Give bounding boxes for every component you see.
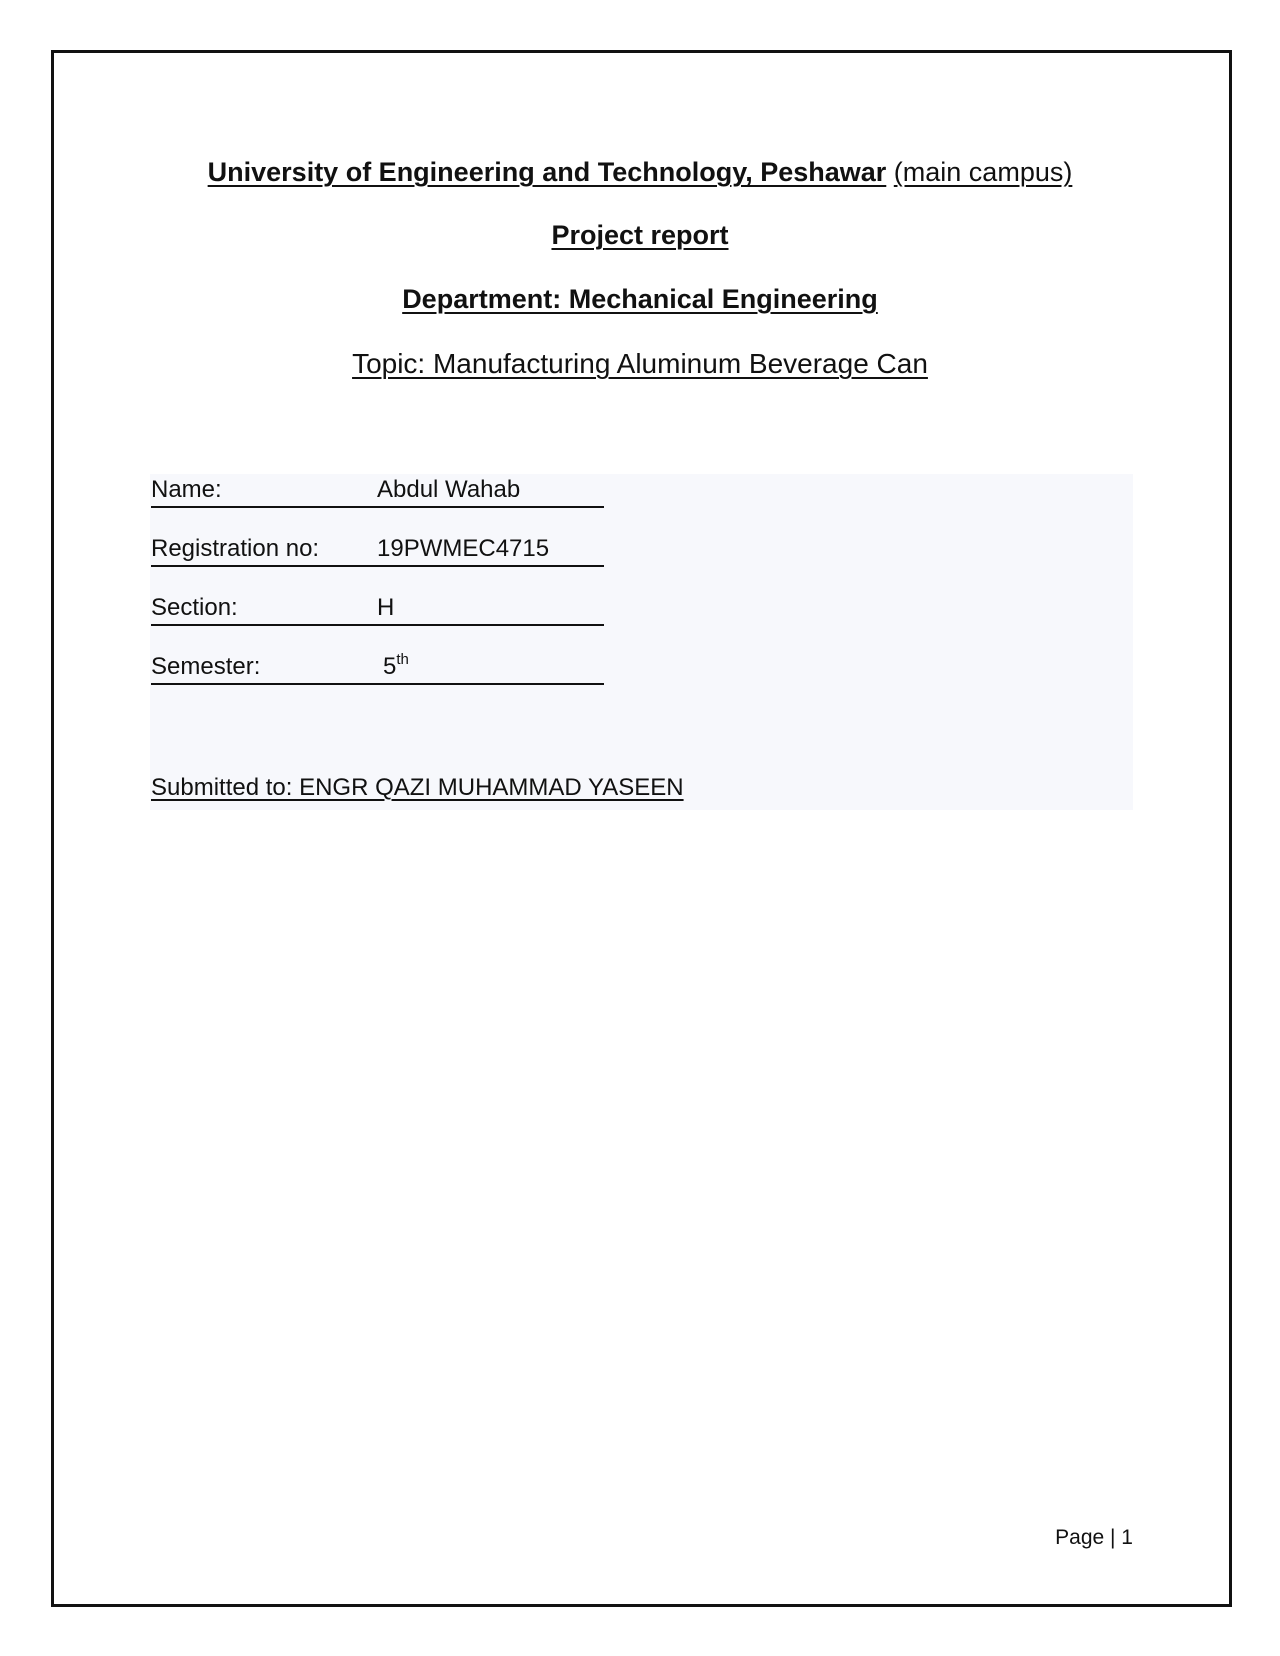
registration-label: Registration no: xyxy=(151,535,320,562)
report-type-heading xyxy=(0,218,1280,252)
department: Department: Mechanical Engineering xyxy=(402,284,878,314)
registration-row xyxy=(151,533,604,567)
semester-ordinal-suffix: th xyxy=(396,651,409,668)
university-name: University of Engineering and Technology, Peshawar xyxy=(207,157,887,187)
report-type: Project report xyxy=(551,220,729,250)
student-info-panel xyxy=(150,474,1133,810)
campus-label: (main campus) xyxy=(893,157,1073,187)
name-row xyxy=(151,474,604,508)
name-value: Abdul Wahab xyxy=(377,476,521,503)
semester-value xyxy=(383,651,409,686)
section-value: H xyxy=(377,594,395,621)
topic: Topic: Manufacturing Aluminum Beverage Can xyxy=(352,348,928,379)
page-number: Page | 1 xyxy=(1055,1526,1133,1549)
department-heading xyxy=(0,282,1280,316)
name-label: Name: xyxy=(151,476,222,503)
semester-number: 5 xyxy=(383,653,397,680)
university-heading xyxy=(0,155,1280,189)
topic-heading xyxy=(0,347,1280,381)
section-label: Section: xyxy=(151,594,238,621)
registration-value: 19PWMEC4715 xyxy=(377,535,550,562)
section-row xyxy=(151,592,604,626)
semester-row xyxy=(151,651,604,685)
semester-label: Semester: xyxy=(151,653,261,680)
submitted-to: Submitted to: ENGR QAZI MUHAMMAD YASEEN xyxy=(151,774,684,801)
